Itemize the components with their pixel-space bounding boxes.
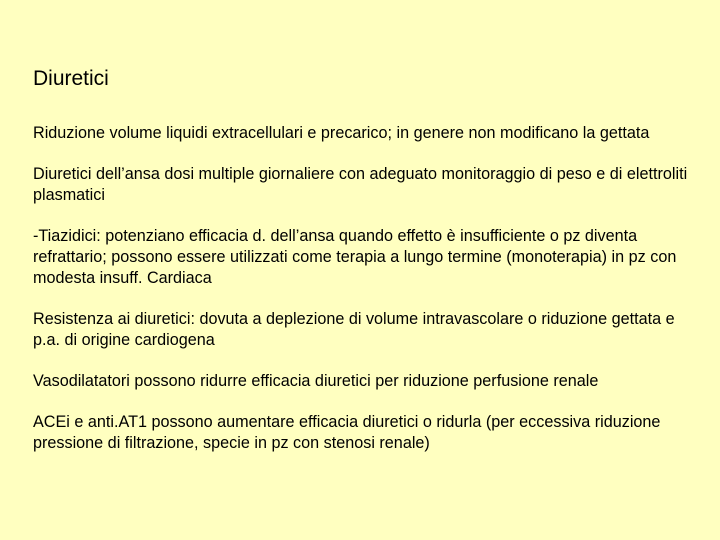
- paragraph-tiazidici: -Tiazidici: potenziano efficacia d. dell’ansa quando effetto è insufficiente o pz diventa refrattario; possono essere utilizzati come terapia a lungo termine (monoterapia) in pz con modesta insuff. Cardiaca: [33, 227, 677, 287]
- paragraph-riduzione-volume: Riduzione volume liquidi extracellulari e precarico; in genere non modificano la gettata: [33, 124, 650, 142]
- slide-title: Diuretici: [33, 67, 109, 90]
- paragraph-resistenza: Resistenza ai diuretici: dovuta a deplezione di volume intravascolare o riduzione gettata e p.a. di origine cardiogena: [33, 310, 675, 349]
- slide-body: [33, 123, 695, 474]
- paragraph-vasodilatatori: Vasodilatatori possono ridurre efficacia diuretici per riduzione perfusione renale: [33, 372, 599, 390]
- paragraph-acei: ACEi e anti.AT1 possono aumentare efficacia diuretici o ridurla (per eccessiva riduzione pressione di filtrazione, specie in pz con stenosi renale): [33, 413, 661, 452]
- paragraph-diuretici-ansa: Diuretici dell’ansa dosi multiple giornaliere con adeguato monitoraggio di peso e di elettroliti plasmatici: [33, 165, 688, 204]
